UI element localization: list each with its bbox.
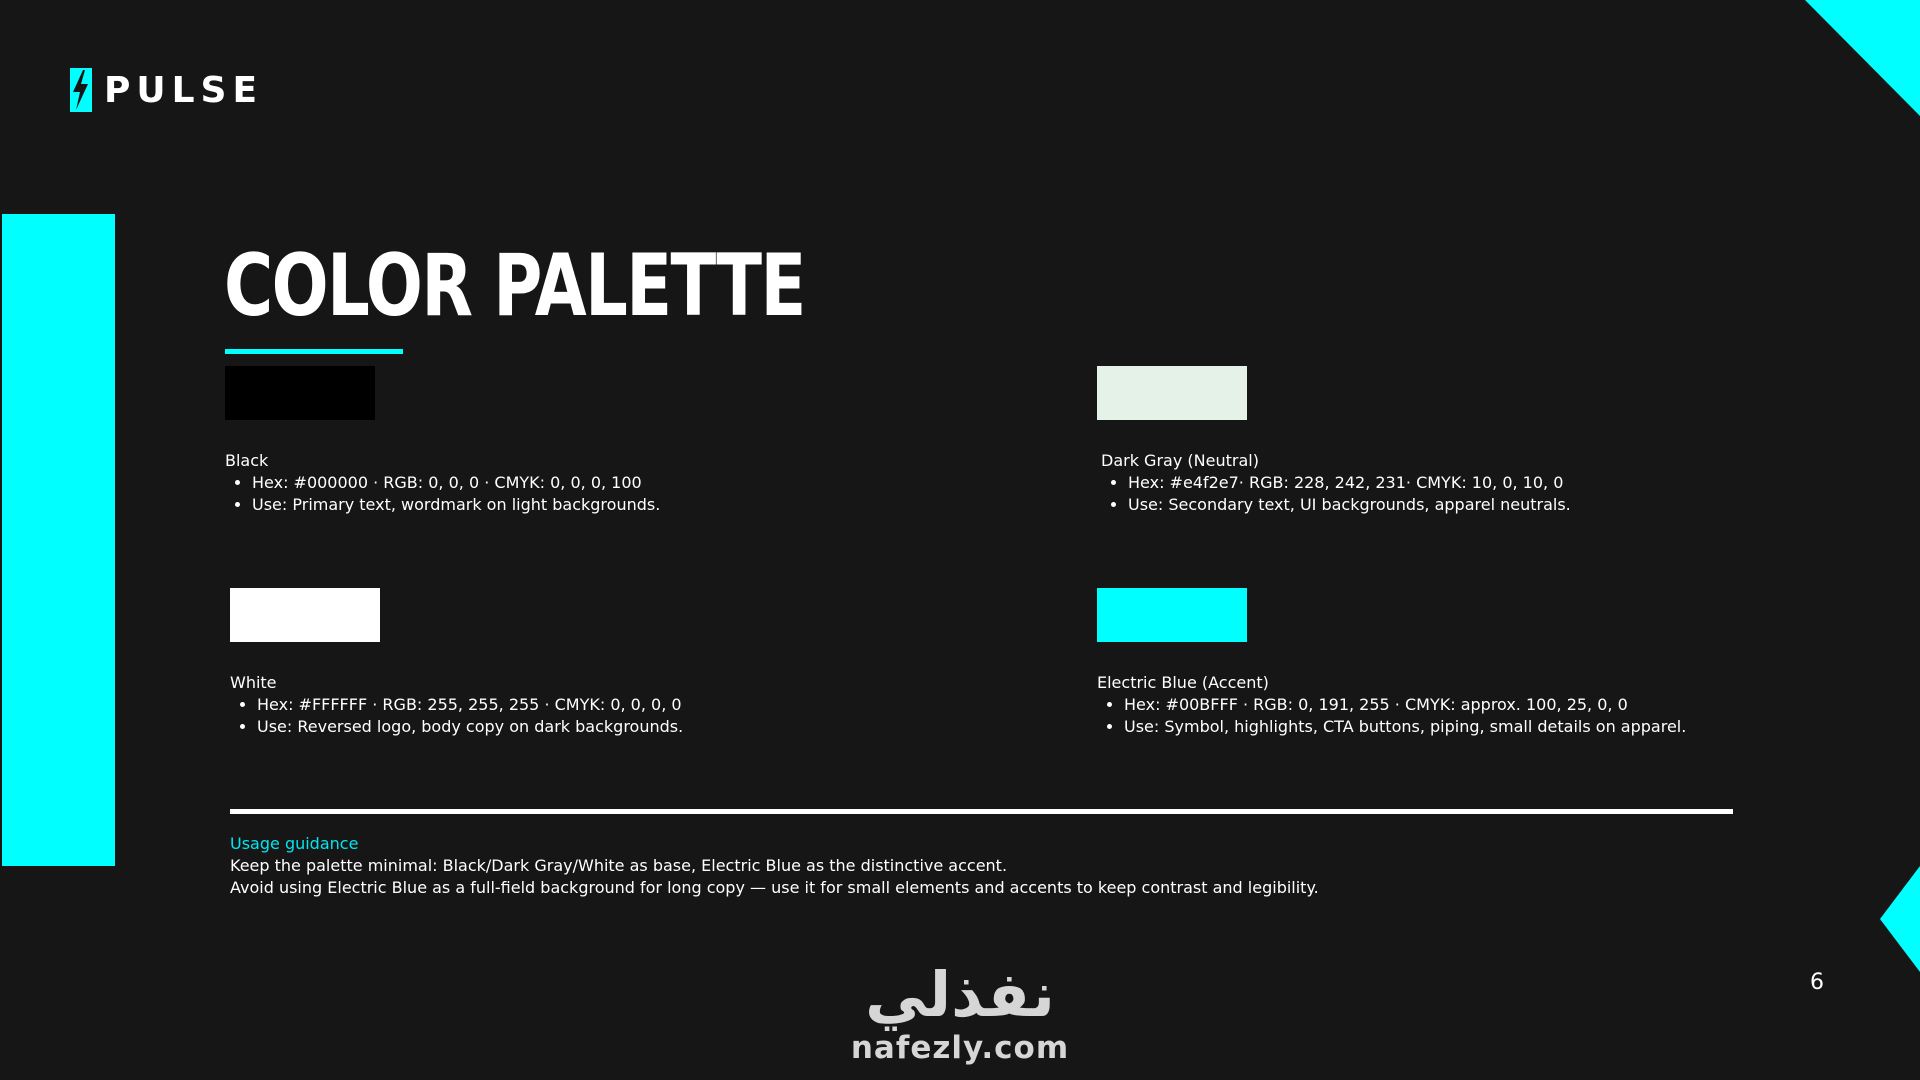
color-info-white [230, 672, 683, 738]
color-details-list [1097, 694, 1686, 738]
color-detail-hex: • Hex: #FFFFFF · RGB: 255, 255, 255 · CMYK: 0, 0, 0, 0 [257, 694, 683, 716]
watermark [840, 960, 1080, 1066]
color-detail-use: • Use: Secondary text, UI backgrounds, apparel neutrals. [1128, 494, 1571, 516]
color-info-dark-gray [1101, 450, 1571, 516]
corner-triangle-top-right [1805, 0, 1920, 116]
lightning-bolt-icon [66, 66, 94, 114]
color-info-electric-blue [1097, 672, 1686, 738]
color-name: Electric Blue (Accent) [1097, 673, 1269, 692]
page-title: COLOR PALETTE [224, 236, 805, 336]
color-detail-use: • Use: Symbol, highlights, CTA buttons, piping, small details on apparel. [1124, 716, 1686, 738]
pulse-logo [66, 66, 263, 114]
title-underline [225, 349, 403, 354]
guidance-line: Avoid using Electric Blue as a full-field background for long copy — use it for small elements and accents to keep contrast and legibility. [230, 878, 1319, 897]
watermark-arabic: نفذلي [865, 958, 1055, 1031]
corner-triangle-right [1880, 866, 1920, 972]
color-name: Black [225, 451, 269, 470]
guidance-line: Keep the palette minimal: Black/Dark Gray/White as base, Electric Blue as the distinctive accent. [230, 856, 1008, 875]
swatch-white [230, 588, 380, 642]
usage-guidance [230, 833, 1319, 899]
color-detail-use: • Use: Reversed logo, body copy on dark backgrounds. [257, 716, 683, 738]
swatch-dark-gray [1097, 366, 1247, 420]
page-number: 6 [1810, 970, 1824, 995]
color-detail-hex: • Hex: #000000 · RGB: 0, 0, 0 · CMYK: 0, 0, 0, 100 [252, 472, 660, 494]
swatch-electric-blue [1097, 588, 1247, 642]
watermark-latin: nafezly.com [850, 1030, 1070, 1066]
brand-wordmark: PULSE [104, 69, 264, 111]
color-info-black [225, 450, 660, 516]
color-details-list [230, 694, 683, 738]
section-divider [230, 809, 1733, 814]
color-name: Dark Gray (Neutral) [1101, 451, 1259, 470]
swatch-black [225, 366, 375, 420]
color-detail-use: • Use: Primary text, wordmark on light backgrounds. [252, 494, 660, 516]
color-details-list [225, 472, 660, 516]
color-detail-hex: • Hex: #e4f2e7· RGB: 228, 242, 231· CMYK: 10, 0, 10, 0 [1128, 472, 1571, 494]
color-detail-hex: • Hex: #00BFFF · RGB: 0, 191, 255 · CMYK: approx. 100, 25, 0, 0 [1124, 694, 1686, 716]
color-name: White [230, 673, 277, 692]
guidance-heading: Usage guidance [230, 834, 359, 853]
color-details-list [1101, 472, 1571, 516]
accent-side-bar [2, 214, 115, 866]
